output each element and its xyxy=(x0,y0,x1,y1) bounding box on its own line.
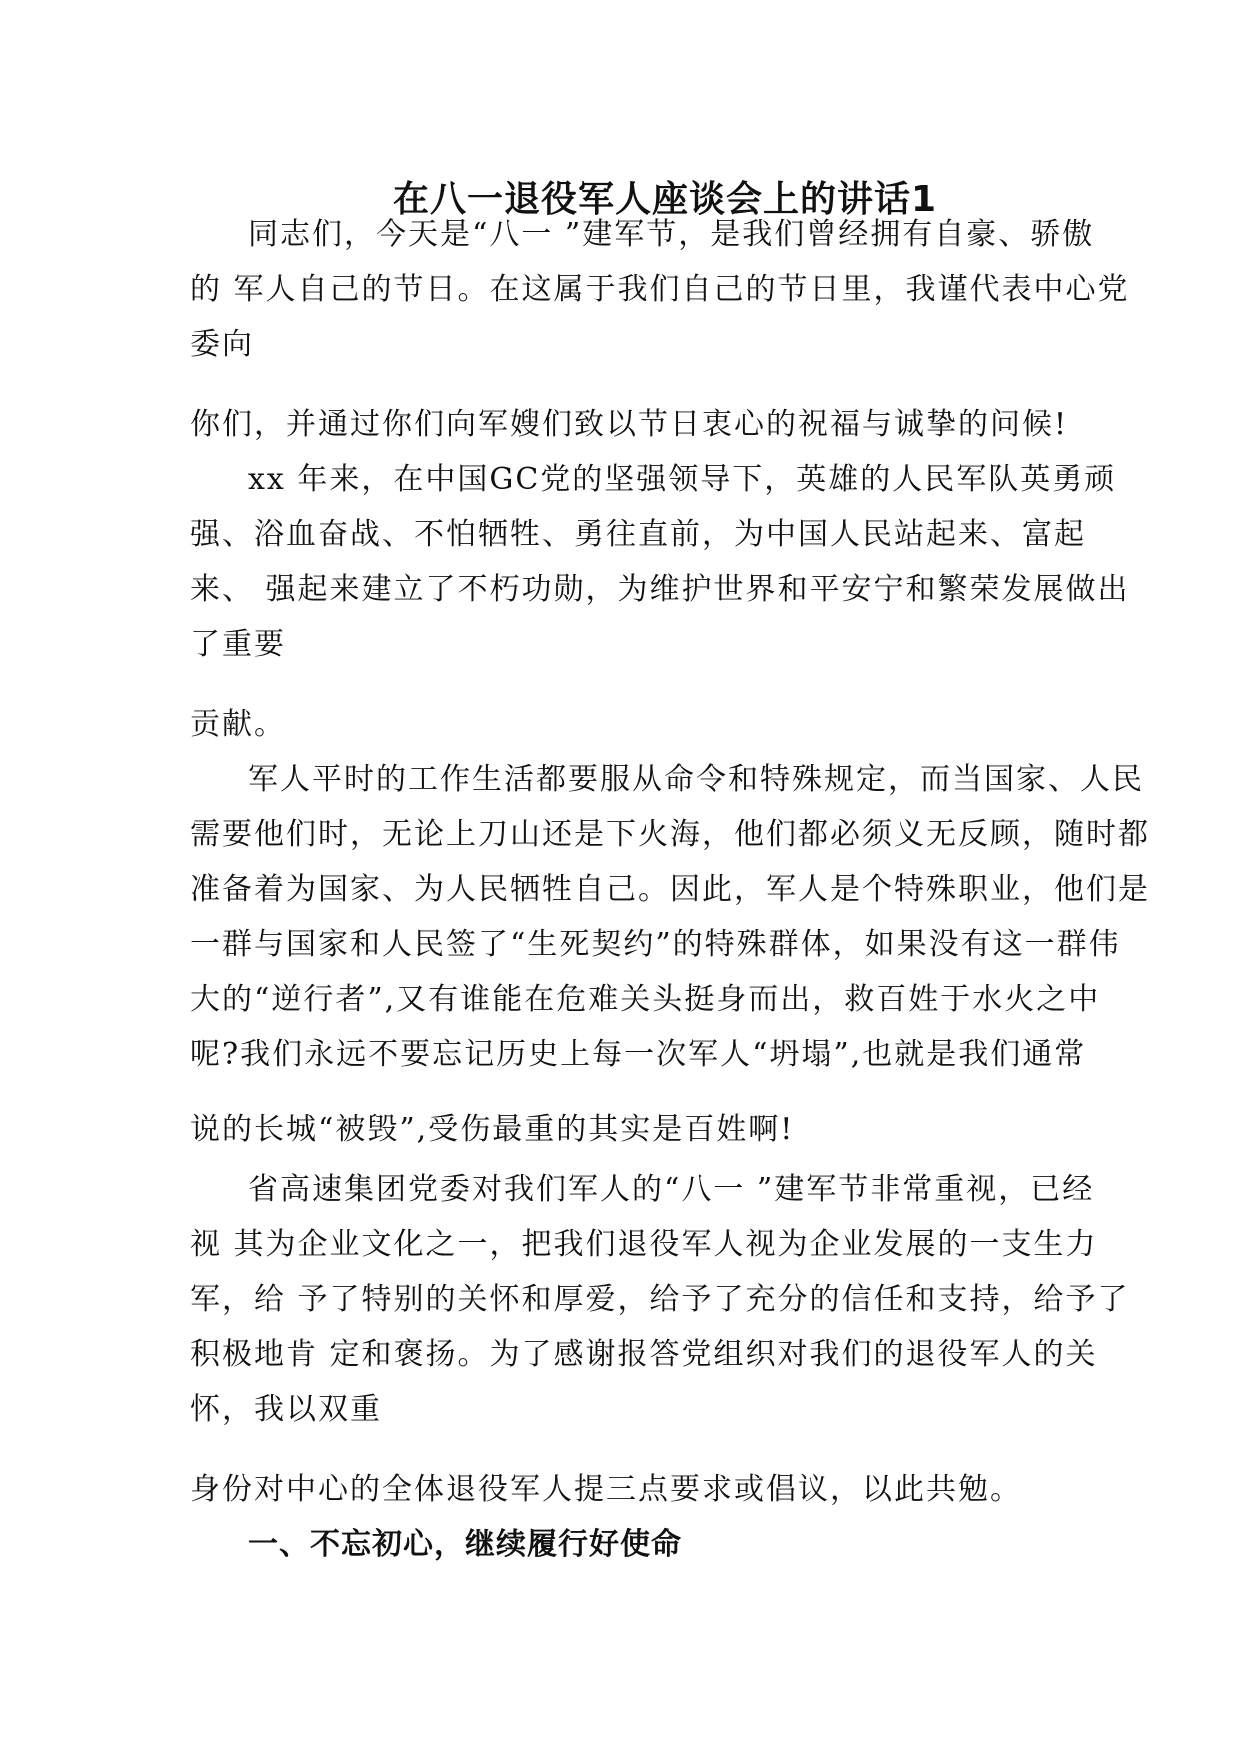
paragraph-line: 积极地肯 定和褒扬。为了感谢报答党组织对我们的退役军人的关 xyxy=(190,1337,1098,1372)
paragraph-line: xx 年来，在中国GC党的坚强领导下，英雄的人民军队英勇顽 xyxy=(248,462,1117,497)
paragraph-line: 你们，并通过你们向军嫂们致以节日衷心的祝福与诚挚的问候! xyxy=(190,407,1069,442)
document-title: 在八一退役军人座谈会上的讲话1 xyxy=(392,179,938,220)
paragraph-line: 怀，我以双重 xyxy=(190,1392,382,1427)
paragraph-line: 同志们，今天是“八一 ”建军节，是我们曾经拥有自豪、骄傲 xyxy=(248,217,1095,252)
section-heading: 一、不忘初心，继续履行好使命 xyxy=(248,1527,682,1562)
paragraph-line: 贡献。 xyxy=(190,707,286,742)
paragraph-line: 的 军人自己的节日。在这属于我们自己的节日里，我谨代表中心党 xyxy=(190,272,1130,307)
paragraph-line: 军人平时的工作生活都要服从命令和特殊规定，而当国家、人民 xyxy=(248,762,1144,797)
paragraph-line: 军，给 予了特别的关怀和厚爱，给予了充分的信任和支持，给予了 xyxy=(190,1282,1130,1317)
paragraph-line: 呢?我们永远不要忘记历史上每一次军人“坍塌”,也就是我们通常 xyxy=(190,1037,1087,1072)
paragraph-line: 说的长城“被毁”,受伤最重的其实是百姓啊! xyxy=(190,1112,795,1147)
paragraph-line: 身份对中心的全体退役军人提三点要求或倡议，以此共勉。 xyxy=(190,1472,1022,1507)
paragraph-line: 强、浴血奋战、不怕牺牲、勇往直前，为中国人民站起来、富起 xyxy=(190,517,1086,552)
paragraph-line: 了重要 xyxy=(190,627,286,662)
paragraph-line: 来、 强起来建立了不朽功勋，为维护世界和平安宁和繁荣发展做出 xyxy=(190,572,1130,607)
paragraph-line: 准备着为国家、为人民牺牲自己。因此，军人是个特殊职业，他们是 xyxy=(190,872,1150,907)
paragraph-line: 视 其为企业文化之一，把我们退役军人视为企业发展的一支生力 xyxy=(190,1227,1098,1262)
paragraph-line: 一群与国家和人民签了“生死契约”的特殊群体，如果没有这一群伟 xyxy=(190,927,1121,962)
paragraph-line: 大的“逆行者”,又有谁能在危难关头挺身而出，救百姓于水火之中 xyxy=(190,982,1101,1017)
paragraph-line: 委向 xyxy=(190,327,254,362)
paragraph-line: 需要他们时，无论上刀山还是下火海，他们都必须义无反顾，随时都 xyxy=(190,817,1150,852)
paragraph-line: 省高速集团党委对我们军人的“八一 ”建军节非常重视，已经 xyxy=(248,1172,1095,1207)
